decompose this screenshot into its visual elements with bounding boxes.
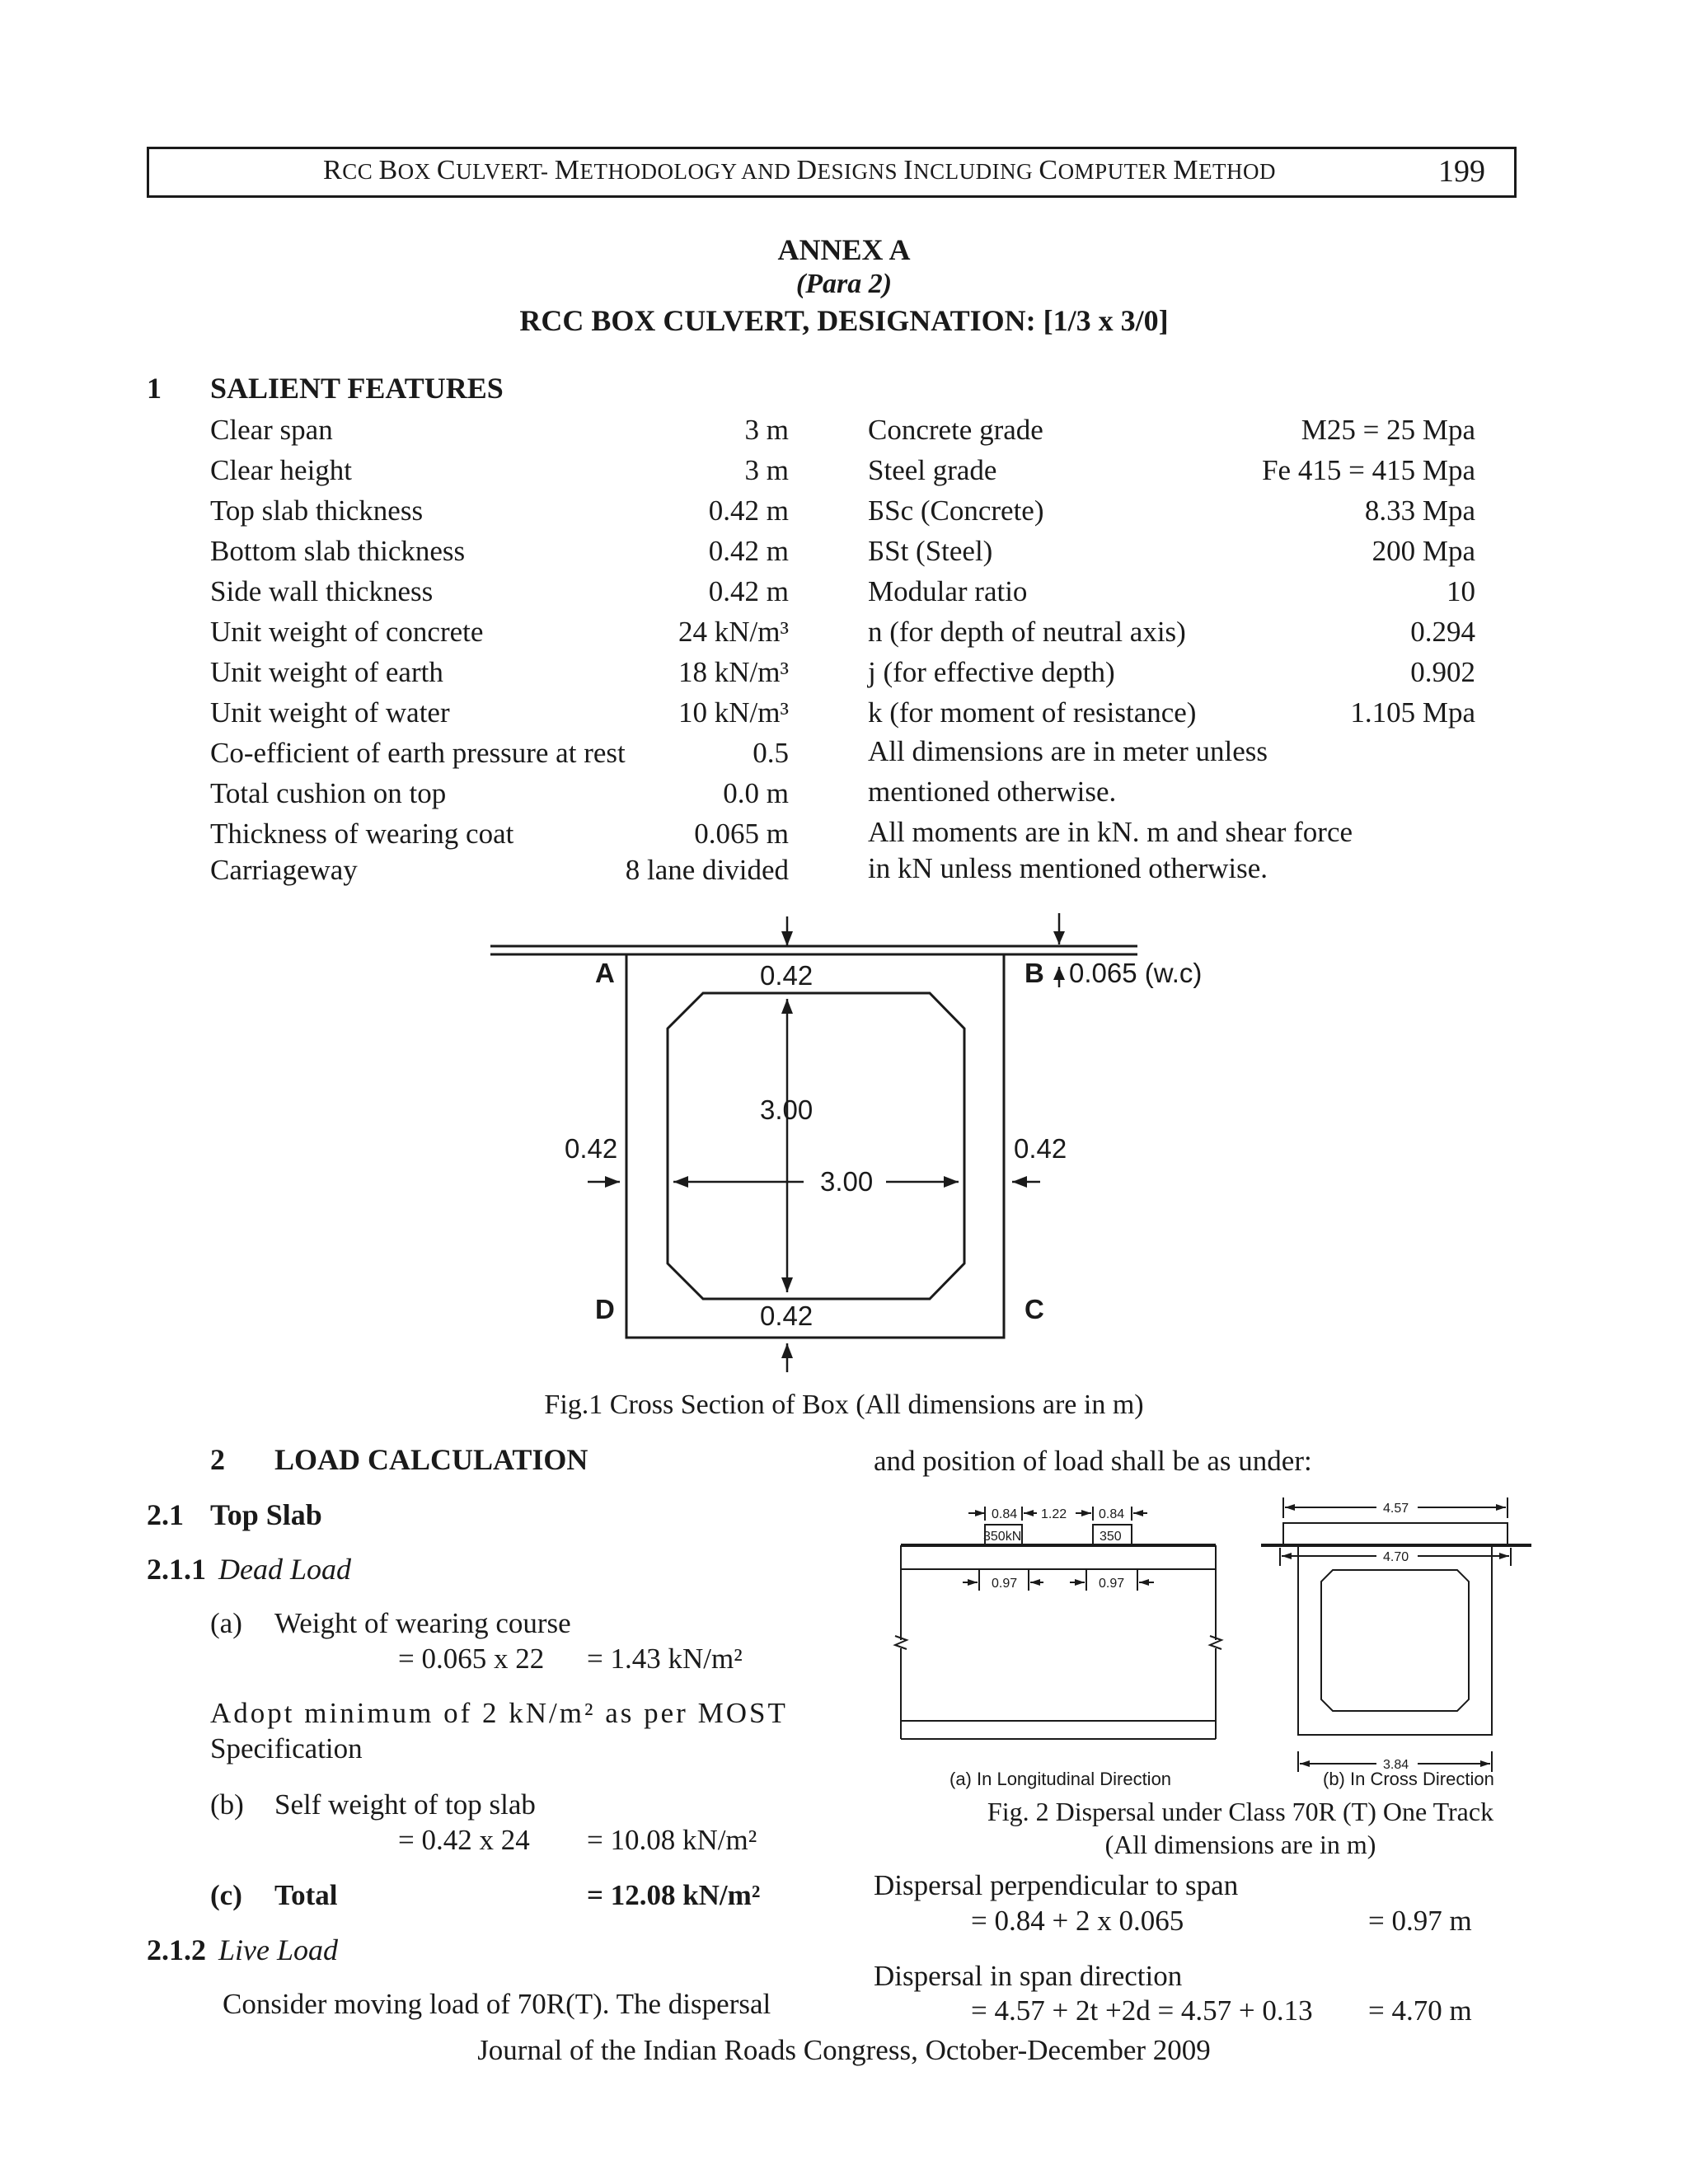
subsection-title: Dead Load	[218, 1553, 351, 1586]
feature-label: Total cushion on top	[210, 777, 447, 809]
subsection-number: 2.1	[147, 1498, 184, 1531]
feature-value: 24 kN/m³	[678, 616, 789, 648]
bottom-slab-dim: 0.42	[760, 1301, 814, 1331]
load-label: 350kN	[983, 1530, 1022, 1544]
page-number: 199	[1438, 154, 1485, 189]
calc-expression: = 0.065 x 22	[398, 1643, 545, 1675]
feature-label: Clear height	[210, 454, 353, 486]
dim-label: 3.84	[1383, 1758, 1409, 1772]
dispersal-span-calc: = 4.57 + 2t +2d = 4.57 + 0.13	[971, 1994, 1313, 2027]
feature-label: Unit weight of earth	[210, 656, 443, 688]
subsection-title: Live Load	[218, 1933, 339, 1966]
feature-label: Clear span	[210, 414, 333, 446]
subsection-title: Top Slab	[210, 1498, 322, 1531]
calc-result: = 12.08 kN/m²	[587, 1879, 761, 1911]
feature-label: Top slab thickness	[210, 494, 424, 527]
fig1-caption: Fig.1 Cross Section of Box (All dimensions are in m)	[544, 1390, 1144, 1420]
property-value: 200 Mpa	[1372, 535, 1475, 567]
section1-number: 1	[147, 372, 162, 405]
section2-number: 2	[210, 1443, 225, 1476]
calc-expression: = 0.42 x 24	[398, 1824, 530, 1856]
section1-heading: SALIENT FEATURES	[210, 372, 504, 405]
dispersal-perp-calc: = 0.84 + 2 x 0.065	[971, 1905, 1184, 1937]
note-line: All dimensions are in meter unless	[868, 735, 1268, 767]
clear-span-dim: 3.00	[820, 1166, 874, 1197]
item-text: Weight of wearing course	[274, 1607, 571, 1639]
annex-designation: RCC BOX CULVERT, DESIGNATION: [1/3 x 3/0]	[519, 304, 1169, 337]
dispersal-perp-result: = 0.97 m	[1368, 1905, 1472, 1937]
feature-value: 3 m	[744, 454, 789, 486]
property-value: 0.294	[1410, 616, 1475, 648]
dim-label: 4.70	[1383, 1550, 1409, 1564]
property-label: БSt (Steel)	[868, 535, 993, 567]
fig2-subcaption-a: (a) In Longitudinal Direction	[950, 1769, 1172, 1789]
subsection-number: 2.1.1	[147, 1553, 206, 1586]
corner-a-label: A	[595, 958, 615, 988]
fig2-subcaption-b: (b) In Cross Direction	[1323, 1769, 1494, 1789]
feature-value: 3 m	[744, 414, 789, 446]
dispersal-span-result: = 4.70 m	[1368, 1994, 1472, 2027]
note-line: in kN unless mentioned otherwise.	[868, 852, 1268, 884]
item-text: Self weight of top slab	[274, 1788, 536, 1821]
live-load-text-cont: and position of load shall be as under:	[874, 1445, 1312, 1477]
item-text: Total	[274, 1879, 338, 1911]
dim-label: 0.84	[1099, 1507, 1125, 1521]
note-line: mentioned otherwise.	[868, 776, 1117, 808]
property-label: Concrete grade	[868, 414, 1043, 446]
feature-value: 0.5	[753, 737, 789, 769]
property-label: Steel grade	[868, 454, 997, 486]
feature-label: Carriageway	[210, 854, 358, 886]
property-value: Fe 415 = 415 Mpa	[1262, 454, 1475, 486]
note-line: All moments are in kN. m and shear force	[868, 816, 1353, 848]
feature-label: Side wall thickness	[210, 575, 434, 607]
item-label: (a)	[210, 1607, 242, 1639]
feature-value: 0.065 m	[694, 818, 789, 850]
feature-value: 18 kN/m³	[678, 656, 789, 688]
dim-label: 0.97	[1099, 1577, 1125, 1591]
property-label: j (for effective depth)	[868, 656, 1115, 688]
feature-value: 0.42 m	[708, 535, 789, 567]
property-value: 8.33 Mpa	[1364, 494, 1475, 527]
calc-result: = 10.08 kN/m²	[587, 1824, 757, 1856]
feature-value: 0.0 m	[723, 777, 789, 809]
load-label: 350	[1100, 1530, 1122, 1544]
feature-value: 8 lane divided	[625, 854, 789, 886]
dim-label: 1.22	[1041, 1507, 1067, 1521]
left-wall-dim: 0.42	[565, 1133, 618, 1164]
annex-title: ANNEX A	[777, 233, 911, 266]
property-value: M25 = 25 Mpa	[1301, 414, 1475, 446]
dispersal-perp-title: Dispersal perpendicular to span	[874, 1869, 1239, 1901]
dispersal-span-title: Dispersal in span direction	[874, 1960, 1183, 1992]
dim-label: 0.97	[992, 1577, 1018, 1591]
property-label: Modular ratio	[868, 575, 1028, 607]
feature-value: 0.42 m	[708, 575, 789, 607]
annex-para: (Para 2)	[795, 269, 893, 299]
property-value: 0.902	[1410, 656, 1475, 688]
feature-label: Thickness of wearing coat	[210, 818, 514, 850]
clear-height-dim: 3.00	[760, 1094, 814, 1125]
feature-label: Unit weight of concrete	[210, 616, 484, 648]
subsection-number: 2.1.2	[147, 1933, 206, 1966]
feature-value: 0.42 m	[708, 494, 789, 527]
wearing-coat-dim: 0.065 (w.c)	[1069, 958, 1203, 988]
property-value: 10	[1447, 575, 1475, 607]
corner-b-label: B	[1025, 958, 1044, 988]
item-label: (b)	[210, 1788, 244, 1821]
property-label: k (for moment of resistance)	[868, 696, 1197, 729]
adopt-text: Specification	[210, 1732, 363, 1765]
live-load-text: Consider moving load of 70R(T). The dispersal	[223, 1988, 771, 2020]
property-label: БSc (Concrete)	[868, 494, 1044, 527]
calc-result: = 1.43 kN/m²	[587, 1643, 743, 1675]
property-label: n (for depth of neutral axis)	[868, 616, 1186, 648]
fig2-caption: (All dimensions are in m)	[1104, 1830, 1376, 1859]
corner-d-label: D	[595, 1294, 615, 1324]
feature-value: 10 kN/m³	[678, 696, 789, 729]
fig2-caption: Fig. 2 Dispersal under Class 70R (T) One Track	[987, 1797, 1494, 1826]
right-wall-dim: 0.42	[1014, 1133, 1067, 1164]
corner-c-label: C	[1025, 1294, 1044, 1324]
adopt-text: Adopt minimum of 2 kN/m² as per MOST	[210, 1697, 788, 1729]
section2-heading: LOAD CALCULATION	[274, 1443, 588, 1476]
feature-label: Unit weight of water	[210, 696, 450, 729]
top-slab-dim: 0.42	[760, 960, 814, 991]
running-header-title: RCC BOX CULVERT- METHODOLOGY AND DESIGNS INCLUDING COMPUTER METHOD	[323, 155, 1277, 185]
feature-label: Co-efficient of earth pressure at rest	[210, 737, 626, 769]
feature-label: Bottom slab thickness	[210, 535, 466, 567]
item-label: (c)	[210, 1879, 242, 1911]
dim-label: 0.84	[992, 1507, 1018, 1521]
journal-footer: Journal of the Indian Roads Congress, October-December 2009	[477, 2034, 1211, 2066]
property-value: 1.105 Mpa	[1350, 696, 1475, 729]
dim-label: 4.57	[1383, 1502, 1409, 1516]
